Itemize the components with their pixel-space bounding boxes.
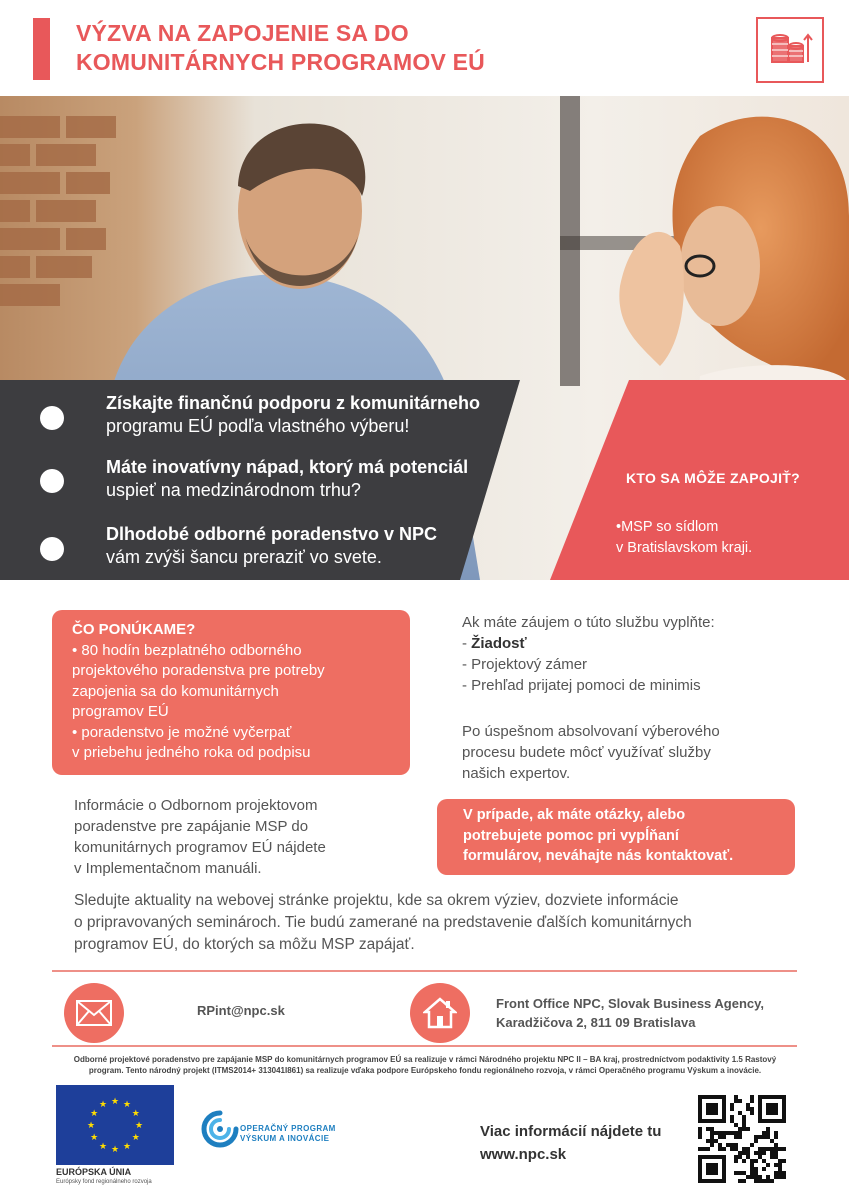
bullet-bold-text: Dlhodobé odborné poradenstvo v NPC bbox=[106, 524, 438, 544]
bullet-bold-text: Získajte finančnú podporu z komunitárneho bbox=[106, 393, 481, 413]
offer-title: ČO PONÚKAME? bbox=[72, 621, 196, 638]
offer-line: v priebehu jedného roka od podpisu bbox=[72, 744, 311, 761]
page-title bbox=[76, 19, 676, 77]
implementation-manual-info: Informácie o Odbornom projektovom poradenstve pre zapájanie MSP do komunitárnych programov EÚ nájdete v Implementačnom manuáli. bbox=[74, 797, 326, 877]
eu-star-icon: ★ bbox=[90, 1132, 99, 1142]
offer-line: • 80 hodín bezplatného odborného bbox=[72, 641, 302, 659]
divider bbox=[52, 970, 797, 972]
bullet-bold-text: Máte inovatívny nápad, ktorý má potenciál bbox=[106, 457, 469, 477]
eu-star-icon: ★ bbox=[131, 1132, 140, 1142]
eu-fund-label: Európsky fond regionálneho rozvoja bbox=[56, 1179, 152, 1185]
email-link[interactable]: RPint@npc.sk bbox=[197, 1003, 285, 1018]
offer-line: programov EÚ bbox=[72, 703, 169, 720]
bullet-dot bbox=[40, 537, 64, 561]
follow-updates-text: Sledujte aktuality na webovej stránke projektu, kde sa okrem výziev, dozviete informácie o pripravovaných seminároch. Tie budú zamerané na predstavenie ďalších komunitárnych programov EÚ, do ktorých sa môžu MSP zapájať. bbox=[74, 892, 692, 953]
qr-code bbox=[698, 1095, 786, 1183]
contact-us-box: V prípade, ak máte otázky, alebo potrebujete pomoc pri vypĺňaní formulárov, neváhajte nás kontaktovať. bbox=[437, 799, 795, 875]
eu-star-icon: ★ bbox=[90, 1108, 99, 1118]
eu-star-icon: ★ bbox=[110, 1144, 120, 1154]
more-info bbox=[480, 1120, 661, 1166]
apply-item: - Prehľad prijatej pomoci de minimis bbox=[462, 677, 701, 694]
bullet-text: uspieť na medzinárodnom trhu? bbox=[106, 480, 361, 500]
after-selection-text: Po úspešnom absolvovaní výberového procesu budete môcť využívať služby našich expertov. bbox=[462, 723, 720, 782]
coins-growth-icon bbox=[756, 17, 824, 83]
apply-item: - Žiadosť bbox=[462, 635, 527, 652]
eu-star-icon: ★ bbox=[122, 1099, 132, 1110]
bullet-dot bbox=[40, 469, 64, 493]
house-icon bbox=[410, 983, 470, 1043]
offer-line: projektového poradenstva pre potreby bbox=[72, 662, 325, 679]
more-info-text: Viac informácií nájdete tu bbox=[480, 1123, 662, 1140]
eu-star-icon: ★ bbox=[98, 1140, 108, 1151]
bullet-dot bbox=[40, 406, 64, 430]
operational-programme-logo bbox=[198, 1107, 242, 1151]
title-line-1: VÝZVA NA ZAPOJENIE SA DO bbox=[76, 20, 409, 46]
offer-line: • poradenstvo je možné vyčerpať bbox=[72, 723, 292, 741]
eu-star-icon: ★ bbox=[131, 1108, 140, 1118]
footnote: Odborné projektové poradenstvo pre zapájanie MSP do komunitárnych programov EÚ sa realizuje v rámci Národného projektu NPC II – BA kraj, prostredníctvom podaktivity 1.5 Rastový program. Tento národný projekt (ITMS2014+ 313041I861) sa realizuje vďaka podpore Európskeho fondu regionálneho rozvoja, v rámci Operačného programu Výskum a inovácie. bbox=[73, 1055, 777, 1075]
eu-star-icon: ★ bbox=[98, 1099, 108, 1110]
application-form-link: Žiadosť bbox=[471, 635, 527, 652]
apply-instructions bbox=[462, 612, 812, 696]
title-accent-bar bbox=[33, 18, 50, 80]
title-line-2: KOMUNITÁRNYCH PROGRAMOV EÚ bbox=[76, 49, 485, 75]
offer-box bbox=[52, 610, 410, 775]
bullet-text: vám zvýši šancu preraziť vo svete. bbox=[106, 547, 382, 567]
who-can-join-title: KTO SA MÔŽE ZAPOJIŤ? bbox=[626, 470, 801, 486]
offer-line: zapojenia sa do komunitárnych bbox=[72, 682, 279, 700]
eu-star-icon: ★ bbox=[122, 1140, 132, 1151]
website-link[interactable]: www.npc.sk bbox=[480, 1146, 567, 1163]
office-address: Front Office NPC, Slovak Business Agency, Karadžičova 2, 811 09 Bratislava bbox=[496, 996, 765, 1030]
apply-item: - Projektový zámer bbox=[462, 656, 588, 673]
divider bbox=[52, 1045, 797, 1047]
bullet-text: programu EÚ podľa vlastného výberu! bbox=[106, 416, 410, 436]
eu-flag-logo bbox=[56, 1085, 174, 1165]
who-line: •MSP so sídlom bbox=[616, 519, 719, 535]
apply-intro: Ak máte záujem o túto službu vyplňte: bbox=[462, 614, 715, 631]
eu-star-icon: ★ bbox=[134, 1120, 144, 1130]
envelope-icon bbox=[64, 983, 124, 1043]
eu-label: EURÓPSKA ÚNIA bbox=[56, 1167, 132, 1177]
who-line: v Bratislavskom kraji. bbox=[616, 540, 753, 556]
eu-star-icon: ★ bbox=[110, 1096, 120, 1106]
eu-star-icon: ★ bbox=[86, 1120, 96, 1130]
who-can-join-text bbox=[616, 517, 836, 559]
operational-programme-label: OPERAČNÝ PROGRAM VÝSKUM A INOVÁCIE bbox=[240, 1124, 336, 1143]
